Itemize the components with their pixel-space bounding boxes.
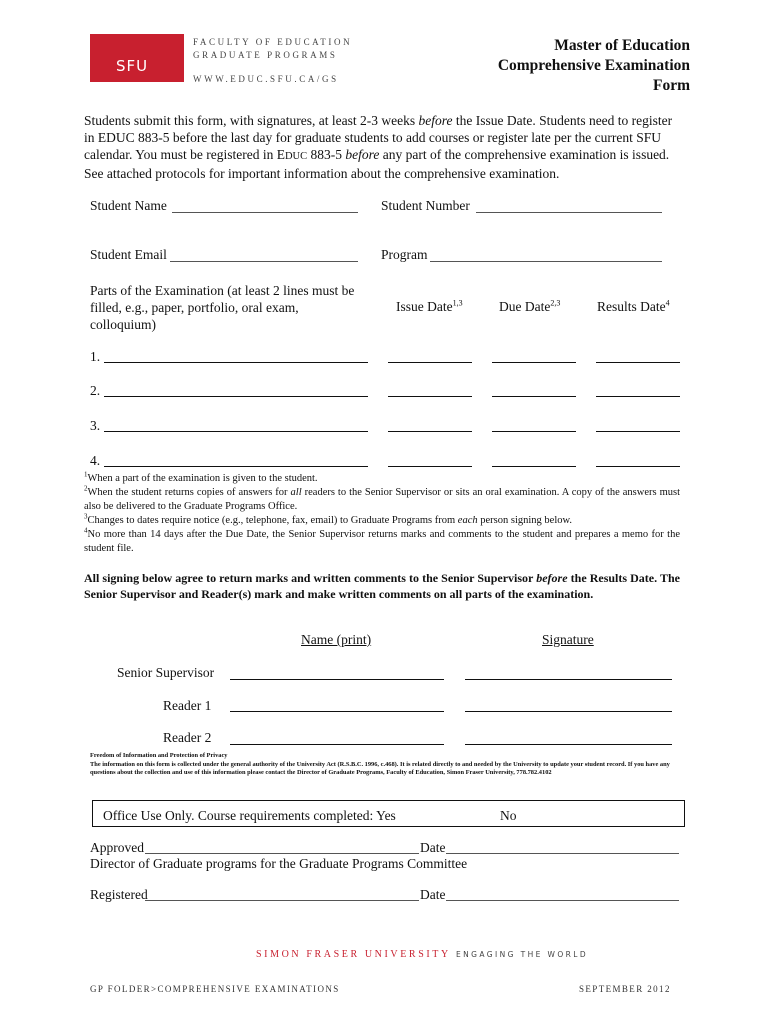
senior-supervisor-signature-field[interactable]: [465, 679, 672, 680]
privacy-text: The information on this form is collected under the general authority of the University Act (R.S.B.C. 1996, c.468). It is related directly to and needed by the University to update your student record. If you have any questions about the collection and use of this information please contact the Director of Graduate Programs, Faculty of Education, Simon Fraser University, 778.782.4102: [90, 760, 670, 776]
form-title-line2: Comprehensive Examination: [497, 57, 690, 74]
intro-paragraph: Students submit this form, with signatures, at least 2-3 weeks before the Issue Date. Students need to register in EDUC 883-5 before the last day for graduate students to add courses or register late per the current SFU calendar. You must be registered in EDUC 883-5 before any part of the comprehensive examination is issued. See attached protocols for important information about the comprehensive examination.: [84, 113, 673, 181]
reader-2-signature-field[interactable]: [465, 744, 672, 745]
approved-date-field[interactable]: [446, 853, 679, 854]
exam-part-number: 3.: [90, 418, 101, 433]
office-use-label: Office Use Only. Course requirements completed: Yes: [103, 808, 396, 823]
program-label: Program: [381, 247, 428, 262]
results-date-field[interactable]: [596, 466, 680, 467]
footer-date: SEPTEMBER 2012: [579, 984, 671, 994]
registered-field[interactable]: [145, 900, 419, 901]
tagline: ENGAGING THE WORLD: [456, 950, 589, 959]
issue-date-header: Issue Date$^{1,3}$: [396, 298, 463, 314]
reader-1-label: Reader 1: [163, 698, 212, 713]
approved-date-label: Date: [420, 840, 446, 855]
director-label: Director of Graduate programs for the Graduate Programs Committee: [90, 856, 468, 871]
footnote-1: $^1$When a part of the examination is given to the student.: [84, 470, 318, 484]
footer-folder-path: GP FOLDER>COMPREHENSIVE EXAMINATIONS: [90, 984, 340, 994]
approved-field[interactable]: [145, 853, 419, 854]
results-date-field[interactable]: [596, 396, 680, 397]
issue-date-field[interactable]: [388, 362, 472, 363]
issue-date-field[interactable]: [388, 431, 472, 432]
exam-part-field[interactable]: [104, 431, 368, 432]
privacy-notice: [90, 752, 680, 778]
student-name-field[interactable]: [172, 212, 358, 213]
student-email-field[interactable]: [170, 261, 358, 262]
due-date-field[interactable]: [492, 466, 576, 467]
exam-part-number: 1.: [90, 349, 101, 364]
footnote-3: $^3$Changes to dates require notice (e.g., telephone, fax, email) to Graduate Programs from each person signing below.: [84, 512, 573, 526]
due-date-field[interactable]: [492, 396, 576, 397]
reader-1-signature-field[interactable]: [465, 711, 672, 712]
due-date-header: Due Date$^{2,3}$: [499, 298, 561, 314]
sfu-wordmark: SIMON FRASER UNIVERSITY: [256, 949, 451, 960]
footnote-2: $^2$When the student returns copies of answers for all readers to the Senior Supervisor or sits an oral examination. A copy of the answers must also be delivered to the Graduate Programs Office.: [84, 484, 680, 512]
signature-header: Signature: [542, 632, 594, 647]
issue-date-field[interactable]: [388, 396, 472, 397]
results-date-field[interactable]: [596, 431, 680, 432]
registered-date-label: Date: [420, 887, 446, 902]
reader-1-name-field[interactable]: [230, 711, 444, 712]
exam-part-field[interactable]: [104, 466, 368, 467]
privacy-title: Freedom of Information and Protection of Privacy: [90, 752, 228, 759]
senior-supervisor-name-field[interactable]: [230, 679, 444, 680]
reader-2-name-field[interactable]: [230, 744, 444, 745]
senior-supervisor-label: Senior Supervisor: [117, 665, 215, 680]
results-date-header: Results Date$^4$: [597, 298, 670, 314]
registered-date-field[interactable]: [446, 900, 679, 901]
reader-2-label: Reader 2: [163, 730, 212, 745]
name-print-header: Name (print): [301, 632, 372, 647]
due-date-field[interactable]: [492, 431, 576, 432]
form-title-line3: Form: [652, 77, 690, 94]
results-date-field[interactable]: [596, 362, 680, 363]
form-title-line1: Master of Education: [554, 37, 690, 54]
parts-heading: Parts of the Examination (at least 2 lines must be filled, e.g., paper, portfolio, oral exam, colloquium): [90, 283, 355, 332]
registered-label: Registered: [90, 887, 148, 902]
website-line: WWW.EDUC.SFU.CA/GS: [193, 74, 339, 84]
office-use-no: No: [500, 808, 517, 823]
student-number-field[interactable]: [476, 212, 662, 213]
issue-date-field[interactable]: [388, 466, 472, 467]
graduate-programs-line: GRADUATE PROGRAMS: [193, 50, 338, 60]
exam-part-field[interactable]: [104, 362, 368, 363]
sfu-logo-text: SFU: [116, 57, 149, 75]
due-date-field[interactable]: [492, 362, 576, 363]
approved-label: Approved: [90, 840, 144, 855]
footnote-4: $^4$No more than 14 days after the Due Date, the Senior Supervisor returns marks and comments to the student and prepares a memo for the student file.: [84, 526, 680, 554]
program-field[interactable]: [430, 261, 662, 262]
faculty-line: FACULTY OF EDUCATION: [193, 37, 353, 47]
signing-instructions: All signing below agree to return marks and written comments to the Senior Supervisor before the Results Date. The Senior Supervisor and Reader(s) mark and make written comments on all parts of the examination.: [84, 571, 680, 601]
student-number-label: Student Number: [381, 198, 470, 213]
exam-part-number: 2.: [90, 383, 101, 398]
student-email-label: Student Email: [90, 247, 167, 262]
student-name-label: Student Name: [90, 198, 167, 213]
exam-part-field[interactable]: [104, 396, 368, 397]
exam-part-number: 4.: [90, 453, 101, 468]
